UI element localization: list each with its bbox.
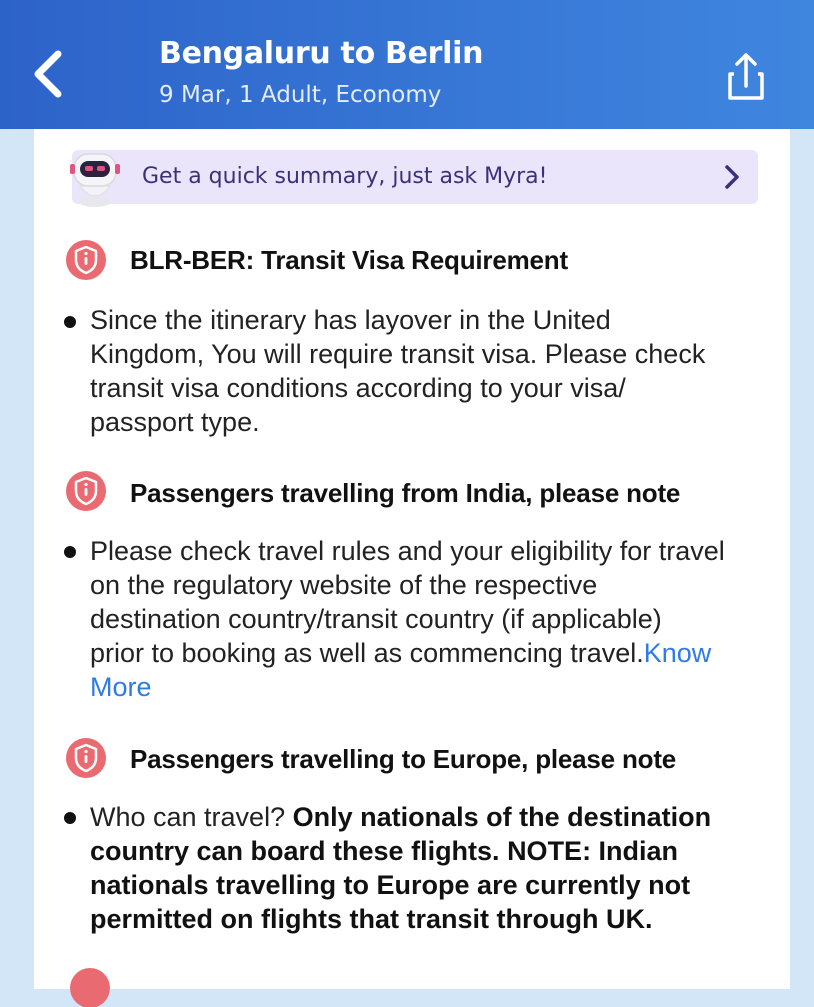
text-bold: nationals travelling to Europe are currently not <box>90 870 691 900</box>
ask-myra-text: Get a quick summary, just ask Myra! <box>142 164 548 189</box>
text-line: on the regulatory website of the respective <box>90 570 598 600</box>
shield-info-icon <box>66 737 106 779</box>
text-line <box>90 670 790 704</box>
back-button[interactable] <box>26 46 76 102</box>
bullet-dot <box>64 812 76 824</box>
section-title-transit-visa: BLR-BER: Transit Visa Requirement <box>130 245 568 275</box>
page-title: Bengaluru to Berlin <box>159 36 484 71</box>
from-india-text <box>90 534 790 704</box>
text-line <box>90 868 790 902</box>
bullet-dot <box>64 546 76 558</box>
to-europe-text <box>90 800 790 936</box>
text-line: destination country/transit country (if applicable) <box>90 604 662 634</box>
share-icon <box>720 48 772 104</box>
text-bold: Only nationals of the destination <box>292 802 712 832</box>
text-line: passport type. <box>90 407 260 437</box>
text-bold: country can board these flights. NOTE: Indian <box>90 836 679 866</box>
chevron-left-icon <box>26 46 76 102</box>
shield-info-icon <box>70 967 110 1007</box>
page-subtitle: 9 Mar, 1 Adult, Economy <box>159 82 442 108</box>
section-title-to-europe: Passengers travelling to Europe, please note <box>130 744 677 774</box>
bullet-dot <box>64 316 76 328</box>
text-line: Please check travel rules and your eligibility for travel <box>90 536 725 566</box>
transit-visa-text <box>90 303 790 439</box>
chevron-right-icon <box>718 163 746 191</box>
text-line: Kingdom, You will require transit visa. Please check <box>90 339 706 369</box>
text-line <box>90 800 790 834</box>
share-button[interactable] <box>720 48 772 104</box>
robot-avatar-icon <box>66 146 124 208</box>
text-bold: permitted on flights that transit through UK. <box>90 904 653 934</box>
text-line <box>90 902 790 936</box>
ask-myra-banner[interactable] <box>72 150 758 204</box>
text-line: Since the itinerary has layover in the United <box>90 305 611 335</box>
visa-info-card <box>34 129 790 989</box>
text-span: Who can travel? <box>90 802 293 832</box>
know-more-link-cont[interactable]: More <box>90 672 152 702</box>
text-line <box>90 636 790 670</box>
know-more-link[interactable]: Know <box>643 638 712 668</box>
text-line: transit visa conditions according to your visa/ <box>90 373 626 403</box>
section-title-from-india: Passengers travelling from India, please note <box>130 478 681 508</box>
text-span: prior to booking as well as commencing travel. <box>90 638 644 668</box>
shield-info-icon <box>66 470 106 512</box>
app-header <box>0 0 814 129</box>
text-line <box>90 834 790 868</box>
shield-info-icon <box>66 239 106 281</box>
